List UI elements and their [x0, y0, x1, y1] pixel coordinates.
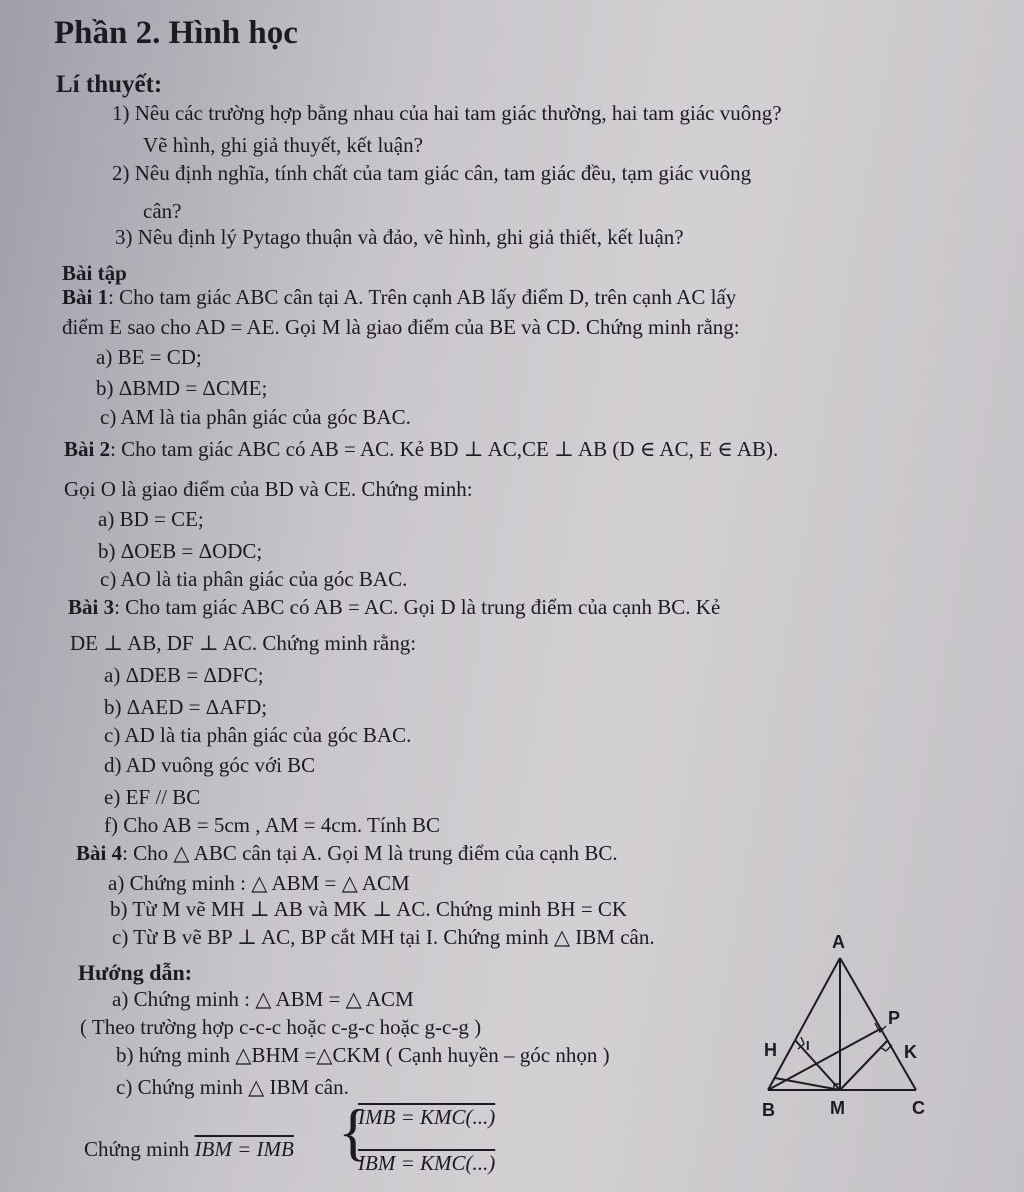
bai2-line1: Bài 2: Cho tam giác ABC có AB = AC. Kẻ BD ⊥ AC,CE ⊥ AB (D ∈ AC, E ∈ AB).	[64, 437, 779, 461]
bai2-item: a) BD = CE;	[98, 507, 204, 531]
bai3-item: e) EF // BC	[104, 785, 201, 809]
guide-item: c) Chứng minh △ IBM cân.	[116, 1075, 349, 1099]
theory-line: 3) Nêu định lý Pytago thuận và đảo, vẽ hình, ghi giả thiết, kết luận?	[115, 225, 684, 249]
bai1-item: a) BE = CD;	[96, 345, 202, 369]
theory-line: 2) Nêu định nghĩa, tính chất của tam giác cân, tam giác đều, tạm giác vuông	[112, 161, 752, 185]
proof-sub: IMB = KMC(...)	[358, 1105, 496, 1129]
label-h: H	[764, 1040, 777, 1060]
bai3-line2: DE ⊥ AB, DF ⊥ AC. Chứng minh rằng:	[70, 631, 417, 655]
brace: {	[338, 1096, 369, 1167]
theory-line: cân?	[143, 199, 182, 223]
label-c: C	[912, 1098, 925, 1118]
guide-item: a) Chứng minh : △ ABM = △ ACM	[112, 987, 414, 1011]
label-i: I	[806, 1038, 810, 1053]
theory-line: Vẽ hình, ghi giả thuyết, kết luận?	[143, 133, 423, 157]
theory-heading: Lí thuyết:	[56, 71, 163, 98]
bai1-item: b) ΔBMD = ΔCME;	[96, 376, 268, 400]
label-m: M	[830, 1098, 845, 1118]
bai4-item: a) Chứng minh : △ ABM = △ ACM	[108, 871, 410, 895]
bai3-item: d) AD vuông góc với BC	[104, 753, 316, 777]
bai1-item: c) AM là tia phân giác của góc BAC.	[100, 405, 411, 429]
section-title: Phần 2. Hình học	[54, 15, 298, 51]
bai1-line1: Bài 1: Cho tam giác ABC cân tại A. Trên cạnh AB lấy điểm D, trên cạnh AC lấy	[62, 285, 737, 309]
bai4-item: c) Từ B vẽ BP ⊥ AC, BP cắt MH tại I. Chứng minh △ IBM cân.	[112, 925, 655, 949]
bai2-line2: Gọi O là giao điểm của BD và CE. Chứng minh:	[64, 477, 473, 501]
label-b: B	[762, 1100, 775, 1120]
guide-note: ( Theo trường hợp c-c-c hoặc c-g-c hoặc g-c-g )	[80, 1015, 482, 1039]
bai3-item: a) ΔDEB = ΔDFC;	[104, 663, 264, 687]
bai2-item: c) AO là tia phân giác của góc BAC.	[100, 567, 408, 591]
guide-heading: Hướng dẫn:	[78, 960, 193, 985]
label-p: P	[888, 1008, 901, 1028]
bai4-line1: Bài 4: Cho △ ABC cân tại A. Gọi M là trung điểm của cạnh BC.	[76, 841, 618, 865]
bai1-line2: điểm E sao cho AD = AE. Gọi M là giao điểm của BE và CD. Chứng minh rằng:	[62, 315, 740, 339]
bai3-line1: Bài 3: Cho tam giác ABC có AB = AC. Gọi D là trung điểm của cạnh BC. Kẻ	[68, 595, 721, 619]
bai3-item: b) ΔAED = ΔAFD;	[104, 695, 268, 719]
label-a: A	[832, 932, 845, 952]
label-k: K	[904, 1042, 917, 1062]
exercises-heading: Bài tập	[62, 261, 127, 285]
guide-item: b) hứng minh △BHM =△CKM ( Cạnh huyền – góc nhọn )	[116, 1043, 610, 1067]
bai3-item: f) Cho AB = 5cm , AM = 4cm. Tính BC	[104, 813, 440, 837]
theory-line: 1) Nêu các trường hợp bằng nhau của hai tam giác thường, hai tam giác vuông?	[112, 101, 782, 125]
proof-sub: IBM = KMC(...)	[358, 1151, 496, 1175]
bai3-item: c) AD là tia phân giác của góc BAC.	[104, 723, 412, 747]
proof-line: Chứng minh IBM = IMB	[84, 1137, 294, 1161]
bai4-item: b) Từ M vẽ MH ⊥ AB và MK ⊥ AC. Chứng minh BH = CK	[110, 897, 628, 921]
bai2-item: b) ΔOEB = ΔODC;	[98, 539, 263, 563]
